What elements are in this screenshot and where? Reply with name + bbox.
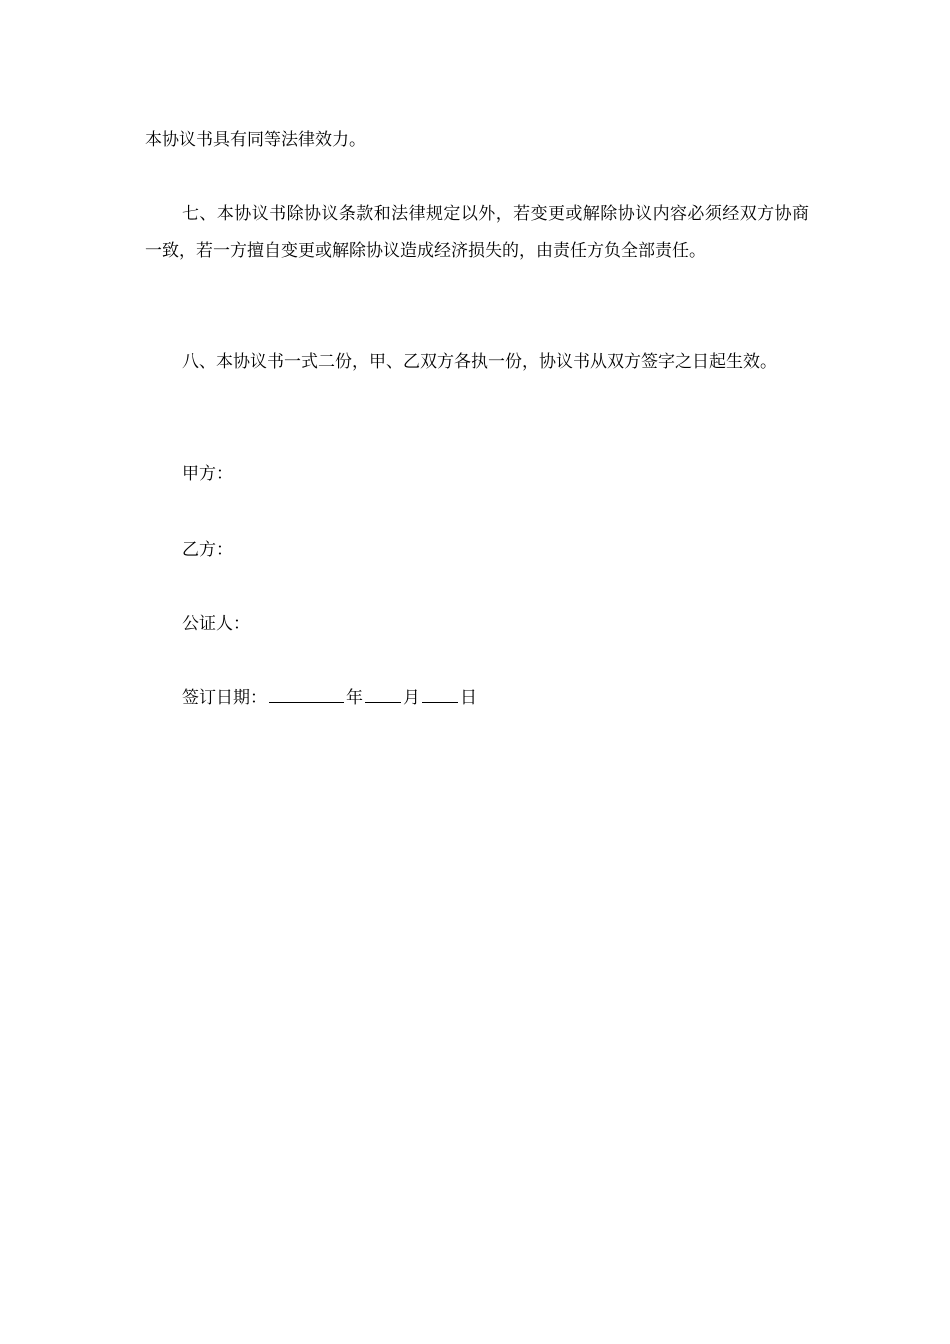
clause-8: 八、本协议书一式二份，甲、乙双方各执一份，协议书从双方签字之日起生效。 bbox=[182, 352, 777, 372]
year-blank[interactable] bbox=[269, 682, 344, 703]
month-blank[interactable] bbox=[365, 682, 401, 703]
year-label: 年 bbox=[346, 688, 363, 708]
clause-7: 七、本协议书除协议条款和法律规定以外，若变更或解除协议内容必须经双方协商一致，若一方擅自变更或解除协议造成经济损失的，由责任方负全部责任。 bbox=[145, 204, 809, 261]
party-b-label: 乙方： bbox=[182, 540, 233, 560]
day-label: 日 bbox=[460, 688, 477, 708]
party-a-label: 甲方： bbox=[182, 464, 233, 484]
day-blank[interactable] bbox=[422, 682, 458, 703]
month-label: 月 bbox=[403, 688, 420, 708]
signing-date-line bbox=[182, 680, 477, 717]
paragraph-continued: 本协议书具有同等法律效力。 bbox=[145, 130, 366, 150]
notary-label: 公证人： bbox=[182, 614, 250, 634]
signing-date-label: 签订日期： bbox=[182, 688, 267, 708]
